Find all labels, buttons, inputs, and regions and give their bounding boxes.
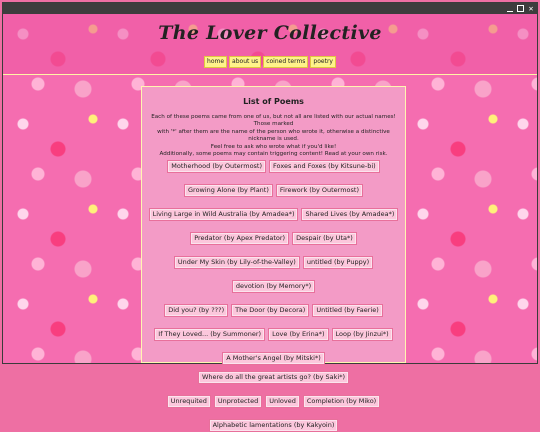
window-titlebar bbox=[3, 3, 537, 14]
site-nav bbox=[3, 56, 537, 68]
poem-link[interactable]: devotion (by Memory*) bbox=[232, 280, 315, 293]
poem-link[interactable]: Love (by Erina*) bbox=[268, 328, 328, 341]
poem-link[interactable]: Foxes and Foxes (by Kitsune-bi) bbox=[269, 160, 380, 173]
poem-link[interactable]: untitled (by Puppy) bbox=[303, 256, 373, 269]
poem-link[interactable]: Firework (by Outermost) bbox=[276, 184, 363, 197]
poem-link[interactable]: Under My Skin (by Lily-of-the-Valley) bbox=[174, 256, 300, 269]
poem-link[interactable]: Alphabetic lamentations (by Kakyoin) bbox=[209, 419, 339, 432]
intro-line: Additionally, some poems may contain triggering content! Read at your own risk. bbox=[159, 151, 388, 158]
site-header bbox=[3, 14, 537, 75]
poem-link[interactable]: Growing Alone (by Plant) bbox=[184, 184, 273, 197]
poem-link[interactable]: Despair (by Uta*) bbox=[292, 232, 357, 245]
nav-about-us[interactable]: about us bbox=[229, 56, 261, 68]
browser-window bbox=[2, 2, 538, 429]
intro-line: with '*' after them are the name of the person who wrote it, otherwise a distinctive nickname is used. bbox=[157, 128, 390, 143]
intro-text bbox=[150, 114, 397, 158]
poem-link[interactable]: If They Loved... (by Summoner) bbox=[154, 328, 265, 341]
maximize-icon[interactable] bbox=[517, 5, 524, 12]
poem-link[interactable]: Untitled (by Faerie) bbox=[312, 304, 383, 317]
nav-home[interactable]: home bbox=[204, 56, 227, 68]
poem-link[interactable]: Unloved bbox=[265, 395, 300, 408]
intro-line: Feel free to ask who wrote what if you'd like! bbox=[210, 143, 337, 150]
poem-link[interactable]: A Mother's Angel (by Mitski*) bbox=[222, 352, 325, 365]
window-controls bbox=[506, 4, 535, 13]
nav-coined-terms[interactable]: coined terms bbox=[263, 56, 308, 68]
close-icon[interactable]: ✕ bbox=[528, 3, 534, 13]
poem-link[interactable]: Living Large in Wild Australia (by Amadea*) bbox=[149, 208, 299, 221]
site-title: The Lover Collective bbox=[158, 22, 382, 44]
panel-title: List of Poems bbox=[243, 97, 304, 106]
poem-link[interactable]: Unrequited bbox=[167, 395, 211, 408]
poem-link[interactable]: The Door (by Decora) bbox=[231, 304, 309, 317]
intro-line: Each of these poems came from one of us, but not all are listed with our actual names! Those marked bbox=[151, 114, 396, 128]
poems-panel bbox=[141, 86, 406, 429]
poem-link[interactable]: Did you? (by ???) bbox=[164, 304, 228, 317]
poem-list bbox=[146, 160, 401, 432]
nav-poetry[interactable]: poetry bbox=[310, 56, 336, 68]
poem-link[interactable]: Loop (by Jinzui*) bbox=[332, 328, 393, 341]
minimize-icon[interactable] bbox=[506, 5, 514, 13]
poem-link[interactable]: Motherhood (by Outermost) bbox=[167, 160, 266, 173]
poem-link[interactable]: Completion (by Miko) bbox=[303, 395, 380, 408]
poem-link[interactable]: Unprotected bbox=[214, 395, 262, 408]
poem-link[interactable]: Predator (by Apex Predator) bbox=[190, 232, 289, 245]
poem-link[interactable]: Where do all the great artists go? (by Saki*) bbox=[198, 371, 349, 384]
poem-link[interactable]: Shared Lives (by Amadea*) bbox=[301, 208, 398, 221]
